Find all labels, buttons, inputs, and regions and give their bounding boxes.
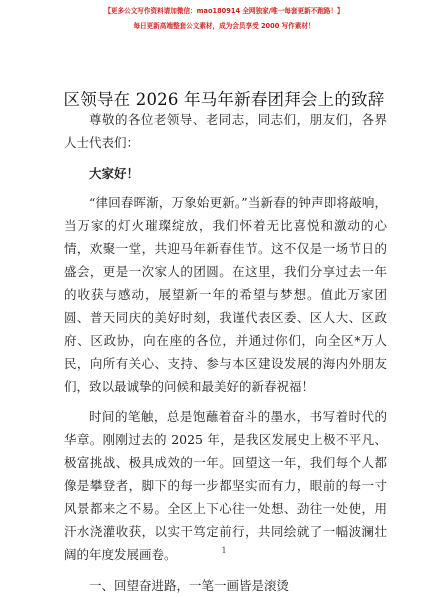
document-body — [64, 108, 387, 597]
promo-banner-line-1: 【更多公文写作资料请加微信：mao180914 全网独家/唯一每套更新不跑路！】 — [104, 7, 344, 15]
page-number: 1 — [221, 546, 227, 555]
section-heading-1: 一、回望奋进路，一笔一画皆是滚烫 — [89, 578, 290, 593]
greeting: 大家好！ — [89, 166, 140, 181]
promo-banner — [0, 5, 448, 33]
promo-banner-line-2: 每日更新高端整套公文素材，成为会员享受 2000 写作素材！ — [133, 22, 315, 30]
paragraph-1: “律回春晖渐，万象始更新。”当新春的钟声即将敲响，当万家的灯火璀璨绽放，我们怀着无比喜悦和激动的心情，欢聚一堂，共迎马年新春佳节。这不仅是一场节日的盛会，更是一次家人的团圆。在这里，我们分享过去一年的收获与感动，展望新一年的希望与梦想。值此万家团圆、普天同庆的美好时刻，我谨代表区委、区人大、区政府、区政协，向在座的各位，并通过你们，向全区*万人民，向所有关心、支持、参与本区建设发展的海内外朋友们，致以最诚挚的问候和最美好的新春祝福！ — [64, 195, 387, 394]
salutation: 尊敬的各位老领导、老同志，同志们，朋友们，各界人士代表们： — [64, 112, 387, 150]
paragraph-2: 时间的笔触，总是饱蘸着奋斗的墨水，书写着时代的华章。刚刚过去的 2025 年，是我区发展史上极不平凡、极富挑战、极具成效的一年。回望这一年，我们每个人都像是攀登者，脚下的每一步都坚实而有力，眼前的每一寸风景都来之不易。全区上下心往一处想、劲往一处使，用汗水浇灌收获，以实干笃定前行，共同绘就了一幅波澜壮阔的年度发展画卷。 — [64, 409, 387, 562]
document-title: 区领导在 2026 年马年新春团拜会上的致辞 — [63, 90, 385, 109]
